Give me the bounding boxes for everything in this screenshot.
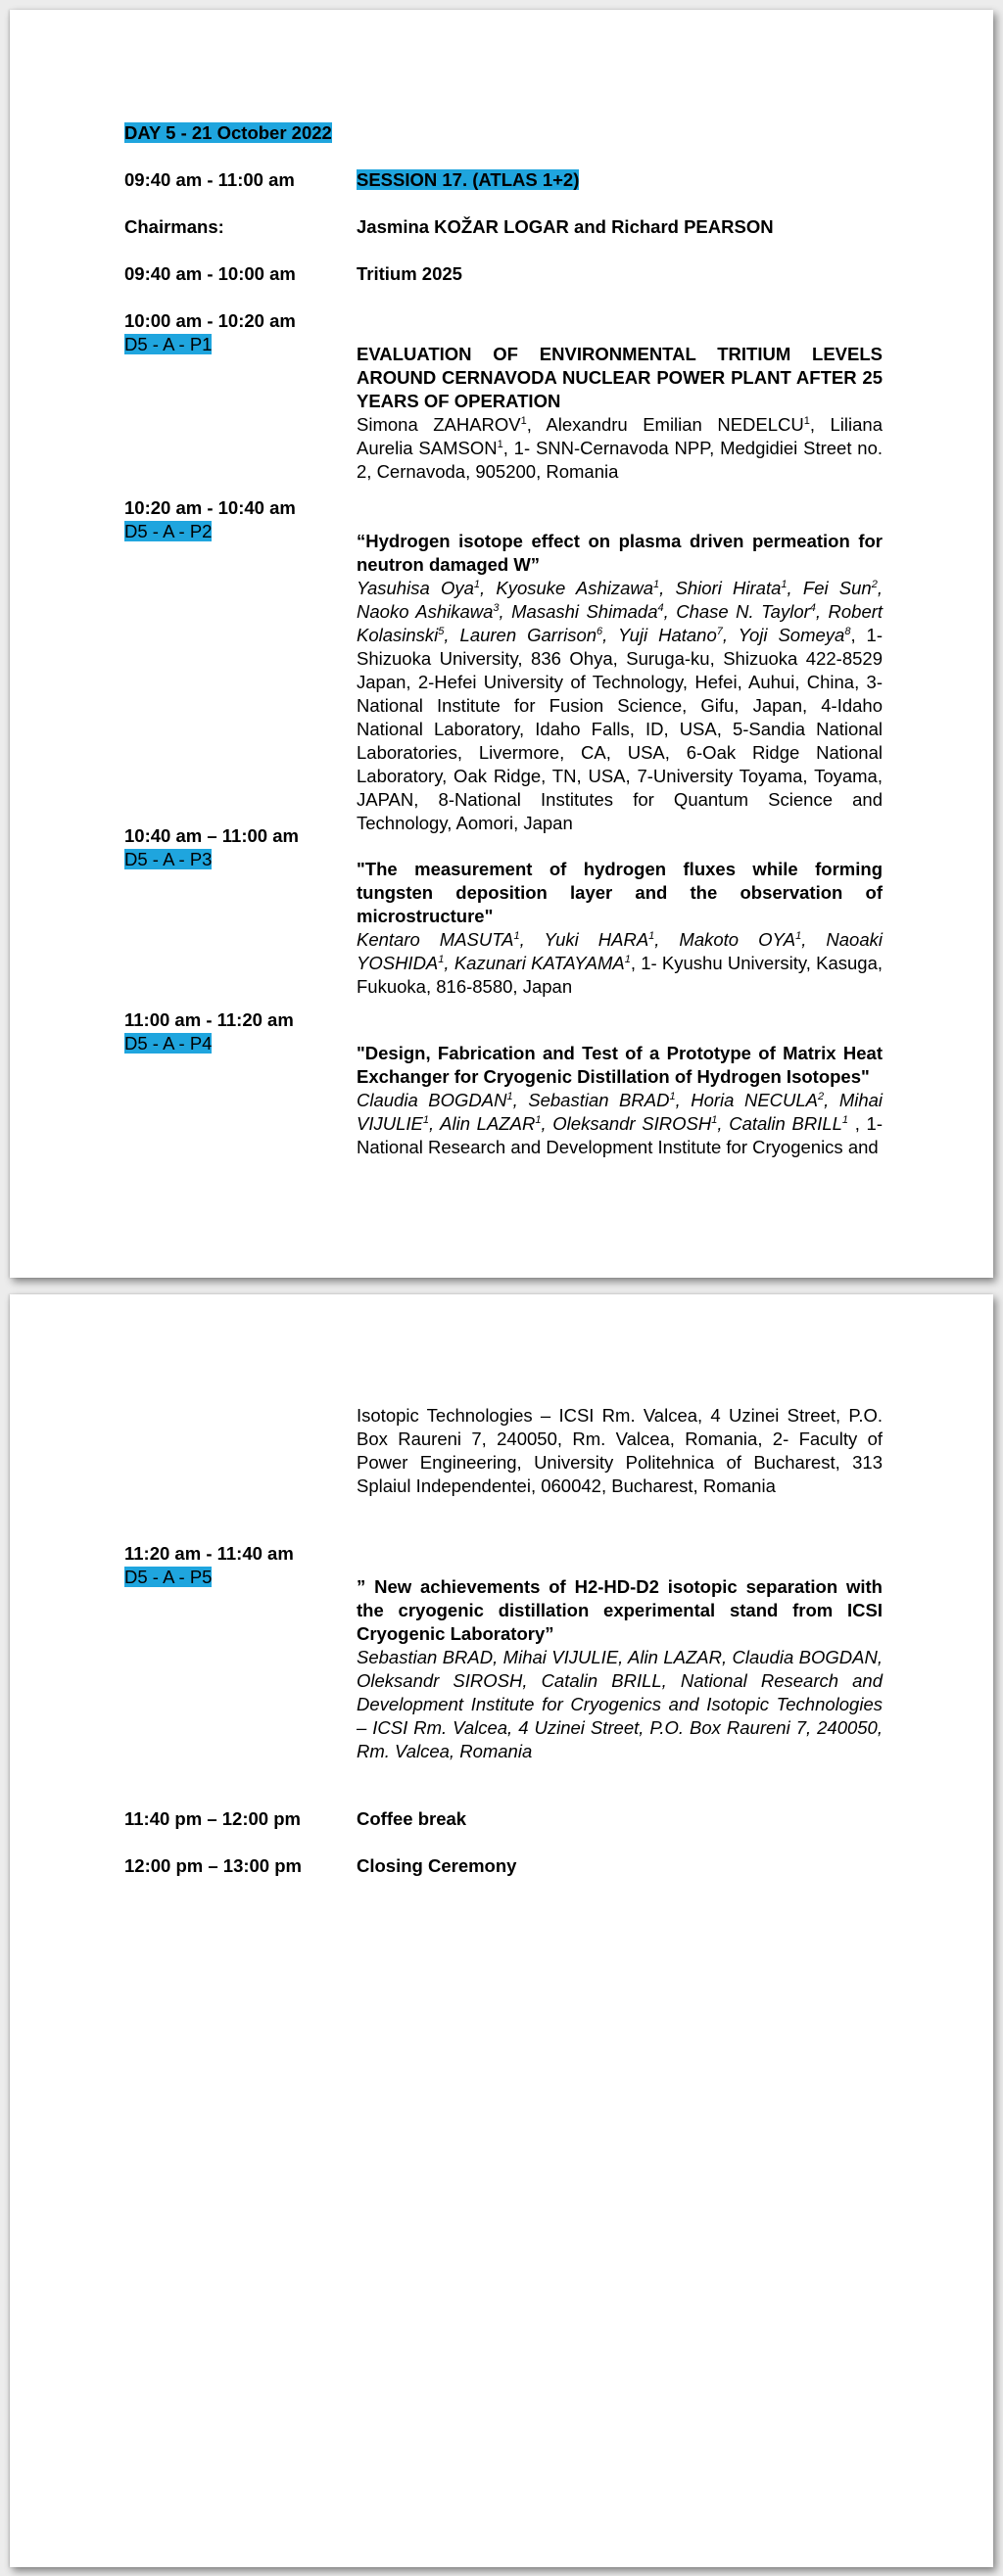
coffee-time: 11:40 pm – 12:00 pm: [124, 1808, 301, 1829]
author-name: Kyosuke Ashizawa: [496, 578, 654, 598]
author-affil-number: 5: [438, 625, 445, 637]
p5-code: D5 - A - P5: [124, 1567, 213, 1587]
author-name: Alin LAZAR: [440, 1113, 536, 1134]
author-name: Mihai VIJULIE: [357, 1090, 884, 1134]
author-affil-number: 1: [422, 1113, 429, 1126]
day-label: DAY 5 - 21 October 2022: [124, 122, 332, 143]
author-name: Makoto OYA: [679, 929, 796, 950]
author-affil-number: 2: [818, 1090, 825, 1102]
author-name: Oleksandr SIROSH: [552, 1113, 712, 1134]
p5-time: 11:20 am - 11:40 am: [124, 1543, 294, 1564]
author-name: Naoko Ashikawa: [357, 601, 494, 622]
author-name: Shiori Hirata: [675, 578, 782, 598]
author-affil-number: 1: [841, 1113, 849, 1126]
session-label: SESSION 17. (ATLAS 1+2): [357, 169, 580, 190]
author-affil-number: 1: [669, 1090, 676, 1102]
closing-time: 12:00 pm – 13:00 pm: [124, 1855, 302, 1876]
author-affil-number: 1: [473, 578, 481, 590]
author-affil-number: 7: [716, 625, 723, 637]
author-name: Lauren Garrison: [459, 625, 597, 645]
author-name: Masashi Shimada: [511, 601, 658, 622]
p1-time: 10:00 am - 10:20 am: [124, 310, 296, 331]
author-affil-number: 1: [711, 1113, 718, 1126]
closing-label: Closing Ceremony: [357, 1855, 517, 1876]
p3-authors: Kentaro MASUTA$^1$, Yuki HARA$^1$, Makoto OYA$^1$, Naoaki YOSHIDA$^1$, Kazunari KATAYAMA$^1$, 1- Kyushu University, Kasuga, Fukuoka, 816-8580, Japan: [357, 929, 884, 997]
p4-title: "Design, Fabrication and Test of a Prototype of Matrix Heat Exchanger for Cryogenic Distillation of Hydrogen Isotopes": [357, 1043, 883, 1087]
p1-authors: Simona ZAHAROV$^1$, Alexandru Emilian NEDELCU$^1$, Liliana Aurelia SAMSON$^1$, 1- SNN-Cernavoda NPP, Medgidiei Street no. 2, Cernavoda, 905200, Romania: [357, 414, 883, 482]
p4-authors: Claudia BOGDAN$^1$, Sebastian BRAD$^1$, Horia NECULA$^2$, Mihai VIJULIE$^1$, Alin LAZAR$^1$, Oleksandr SIROSH$^1$, Catalin BRILL$^1$ , 1-National Research and Development Institute for Cryogenics and: [357, 1090, 884, 1157]
p3-code: D5 - A - P3: [124, 849, 213, 869]
p4-time: 11:00 am - 11:20 am: [124, 1009, 294, 1030]
session-time: 09:40 am - 11:00 am: [124, 169, 295, 190]
affiliation: , 1- Kyushu University, Kasuga, Fukuoka, 816-8580, Japan: [357, 953, 884, 997]
p3-title: "The measurement of hydrogen fluxes while forming tungsten deposition layer and the observation of microstructure": [357, 859, 883, 926]
author-name: Sebastian BRAD: [528, 1090, 670, 1110]
author-affil-number: 1: [624, 953, 631, 965]
p1-title: EVALUATION OF ENVIRONMENTAL TRITIUM LEVELS AROUND CERNAVODA NUCLEAR POWER PLANT AFTER 25 YEARS OF OPERATION: [357, 344, 883, 411]
chairs-label: Chairmans:: [124, 216, 224, 237]
author-affil-number: 6: [597, 625, 603, 637]
author-name: Naoaki YOSHIDA: [357, 929, 883, 973]
document-page-1: [10, 10, 993, 1278]
p2-code: D5 - A - P2: [124, 521, 213, 541]
tritium-time: 09:40 am - 10:00 am: [124, 263, 296, 284]
p5-title: ” New achievements of H2-HD-D2 isotopic separation with the cryogenic distillation experimental stand from ICSI Cryogenic Laboratory”: [357, 1576, 883, 1644]
author-affil-number: 1: [653, 578, 660, 590]
p4-affil-cont: Isotopic Technologies – ICSI Rm. Valcea, 4 Uzinei Street, P.O. Box Raureni 7, 240050, Rm. Valcea, Romania, 2- Faculty of Power Engineering, University Politehnica of Bucharest, 313 Splaiul Independentei, 060042, Bucharest, Romania: [357, 1405, 883, 1496]
author-name: Kazunari KATAYAMA: [454, 953, 625, 973]
author-name: Claudia BOGDAN: [357, 1090, 507, 1110]
p2-title: “Hydrogen isotope effect on plasma driven permeation for neutron damaged W”: [357, 531, 883, 575]
author-affil-number: 8: [844, 625, 851, 637]
author-affil-number: 1: [795, 929, 802, 942]
author-name: Yuki HARA: [544, 929, 649, 950]
author-affil-number: 1: [438, 953, 445, 965]
author-name: Catalin BRILL: [729, 1113, 842, 1134]
author-affil-number: 1: [648, 929, 655, 942]
p3-time: 10:40 am – 11:00 am: [124, 825, 299, 846]
author-name: Fei Sun: [802, 578, 872, 598]
author-affil-number: 1: [535, 1113, 542, 1126]
coffee-label: Coffee break: [357, 1808, 467, 1829]
author-affil-number: 3: [493, 601, 500, 614]
author-name: Robert Kolasinski: [357, 601, 884, 645]
author-name: Chase N. Taylor: [676, 601, 810, 622]
author-name: Kentaro MASUTA: [357, 929, 514, 950]
author-name: Yoji Someya: [738, 625, 845, 645]
author-affil-number: 1: [506, 1090, 513, 1102]
author-name: Yuji Hatano: [617, 625, 717, 645]
author-name: Yasuhisa Oya: [357, 578, 474, 598]
p4-code: D5 - A - P4: [124, 1033, 213, 1054]
p1-code: D5 - A - P1: [124, 334, 213, 354]
p2-time: 10:20 am - 10:40 am: [124, 497, 296, 518]
affiliation: , 1-Shizuoka University, 836 Ohya, Suruga-ku, Shizuoka 422-8529 Japan, 2-Hefei University of Technology, Hefei, Auhui, China, 3-National Institute for Fusion Science, Gifu, Japan, 4-Idaho National Laboratory, Idaho Falls, ID, USA, 5-Sandia National Laboratories, Livermore, CA, USA, 6-Oak Ridge National Laboratory, Oak Ridge, TN, USA, 7-University Toyama, Toyama, JAPAN, 8-National Institutes for Quantum Science and Technology, Aomori, Japan: [357, 625, 884, 833]
p2-authors: Yasuhisa Oya$^1$, Kyosuke Ashizawa$^1$, Shiori Hirata$^1$, Fei Sun$^2$, Naoko Ashikawa$^3$, Masashi Shimada$^4$, Chase N. Taylor$^4$, Robert Kolasinski$^5$, Lauren Garrison$^6$, Yuji Hatano$^7$, Yoji Someya$^8$, 1-Shizuoka University, 836 Ohya, Suruga-ku, Shizuoka 422-8529 Japan, 2-Hefei University of Technology, Hefei, Auhui, China, 3-National Institute for Fusion Science, Gifu, Japan, 4-Idaho National Laboratory, Idaho Falls, ID, USA, 5-Sandia National Laboratories, Livermore, CA, USA, 6-Oak Ridge National Laboratory, Oak Ridge, TN, USA, 7-University Toyama, Toyama, JAPAN, 8-National Institutes for Quantum Science and Technology, Aomori, Japan: [357, 578, 884, 833]
author-name: Horia NECULA: [691, 1090, 819, 1110]
p5-authors: Sebastian BRAD, Mihai VIJULIE, Alin LAZAR, Claudia BOGDAN, Oleksandr SIROSH, Catalin BRILL, National Research and Development Institute for Cryogenics and Isotopic Technologies – ICSI Rm. Valcea, 4 Uzinei Street, P.O. Box Raureni 7, 240050, Rm. Valcea, Romania: [357, 1647, 883, 1761]
affiliation: , 1-National Research and Development Institute for Cryogenics and: [357, 1113, 884, 1157]
document-page-2: [10, 1294, 993, 2567]
tritium-title: Tritium 2025: [357, 263, 462, 284]
author-affil-number: 1: [781, 578, 788, 590]
author-affil-number: 4: [809, 601, 816, 614]
author-affil-number: 2: [871, 578, 878, 590]
author-affil-number: 4: [657, 601, 664, 614]
chairs-names: Jasmina KOŽAR LOGAR and Richard PEARSON: [357, 216, 774, 237]
author-affil-number: 1: [513, 929, 520, 942]
